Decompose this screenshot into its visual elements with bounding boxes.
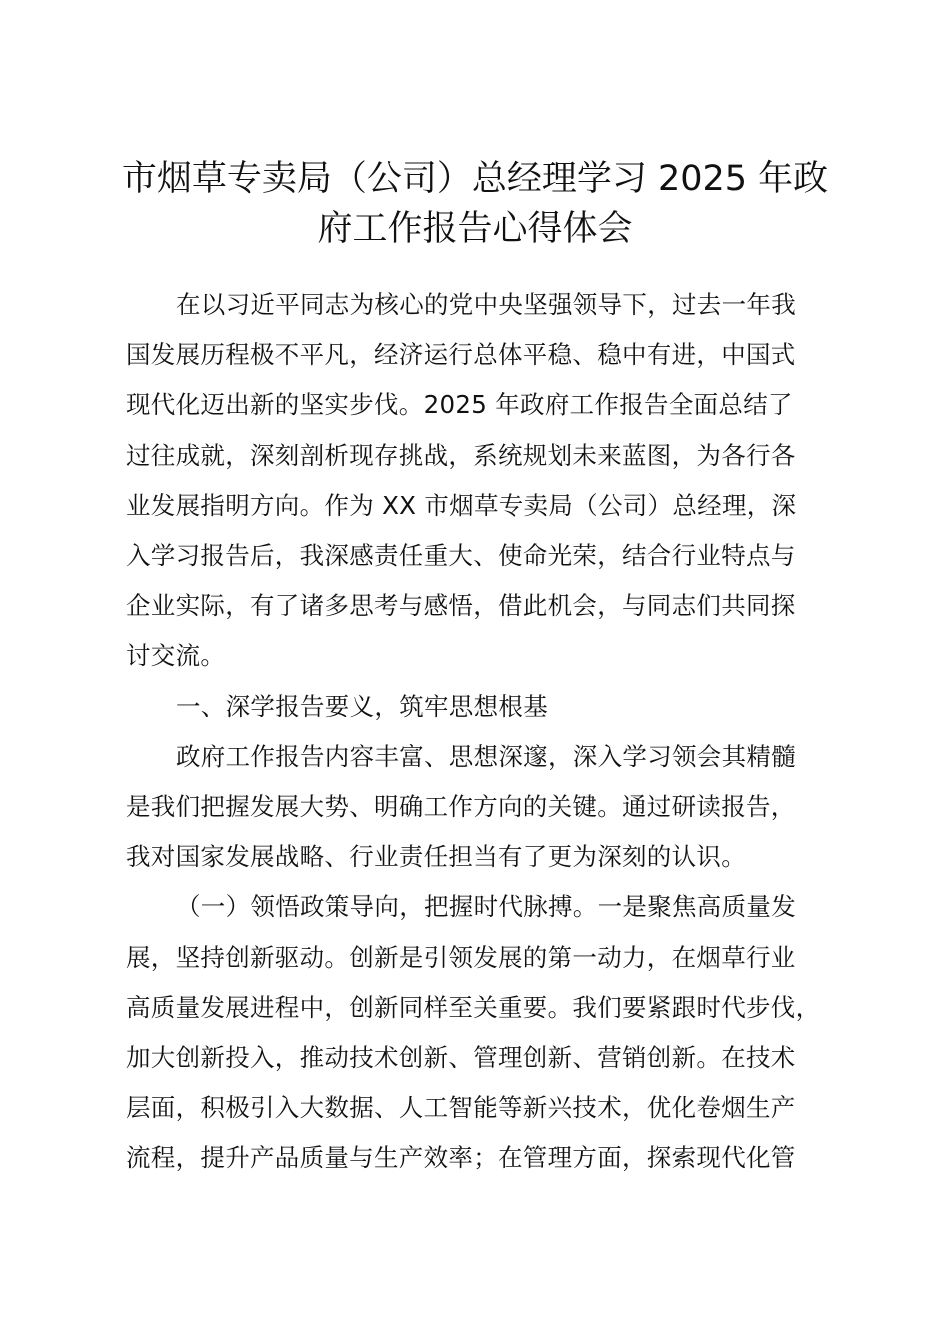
text-line: 展，坚持创新驱动。创新是引领发展的第一动力，在烟草行业: [126, 942, 796, 972]
document-title: [118, 154, 832, 254]
text-line: 过往成就，深刻剖析现存挑战，系统规划未来蓝图，为各行各: [126, 440, 796, 470]
text-line: 是我们把握发展大势、明确工作方向的关键。通过研读报告，: [126, 792, 796, 822]
text-line: 加大创新投入，推动技术创新、管理创新、营销创新。在技术: [126, 1043, 796, 1073]
text-line: （一）领悟政策导向，把握时代脉搏。一是聚焦高质量发: [176, 892, 796, 922]
text-line: 业发展指明方向。作为 XX 市烟草专卖局（公司）总经理，深: [126, 490, 797, 520]
section-heading: 一、深学报告要义，筑牢思想根基: [176, 691, 548, 721]
text-line: 高质量发展进程中，创新同样至关重要。我们要紧跟时代步伐，: [126, 992, 821, 1022]
text-line: 在以习近平同志为核心的党中央坚强领导下，过去一年我: [176, 290, 796, 319]
text-line: 国发展历程极不平凡，经济运行总体平稳、稳中有进，中国式: [126, 340, 796, 370]
text-line: 讨交流。: [126, 641, 226, 671]
title-line-1: 市烟草专卖局（公司）总经理学习 2025 年政: [121, 159, 829, 199]
document-body: [126, 280, 836, 1184]
paragraph-intro: [126, 280, 836, 682]
paragraph-section-intro: [126, 732, 836, 883]
text-line: 入学习报告后，我深感责任重大、使命光荣，结合行业特点与: [126, 541, 796, 571]
text-line: 政府工作报告内容丰富、思想深邃，深入学习领会其精髓: [176, 741, 796, 771]
text-line: 我对国家发展战略、行业责任担当有了更为深刻的认识。: [126, 842, 746, 872]
title-line-2: 府工作报告心得体会: [317, 209, 633, 249]
text-line: 现代化迈出新的坚实步伐。2025 年政府工作报告全面总结了: [126, 390, 793, 420]
text-line: 层面，积极引入大数据、人工智能等新兴技术，优化卷烟生产: [126, 1093, 796, 1123]
paragraph-subsection-1: [126, 882, 836, 1183]
text-line: 企业实际，有了诸多思考与感悟，借此机会，与同志们共同探: [126, 591, 796, 621]
text-line: 流程，提升产品质量与生产效率；在管理方面，探索现代化管: [126, 1143, 796, 1173]
